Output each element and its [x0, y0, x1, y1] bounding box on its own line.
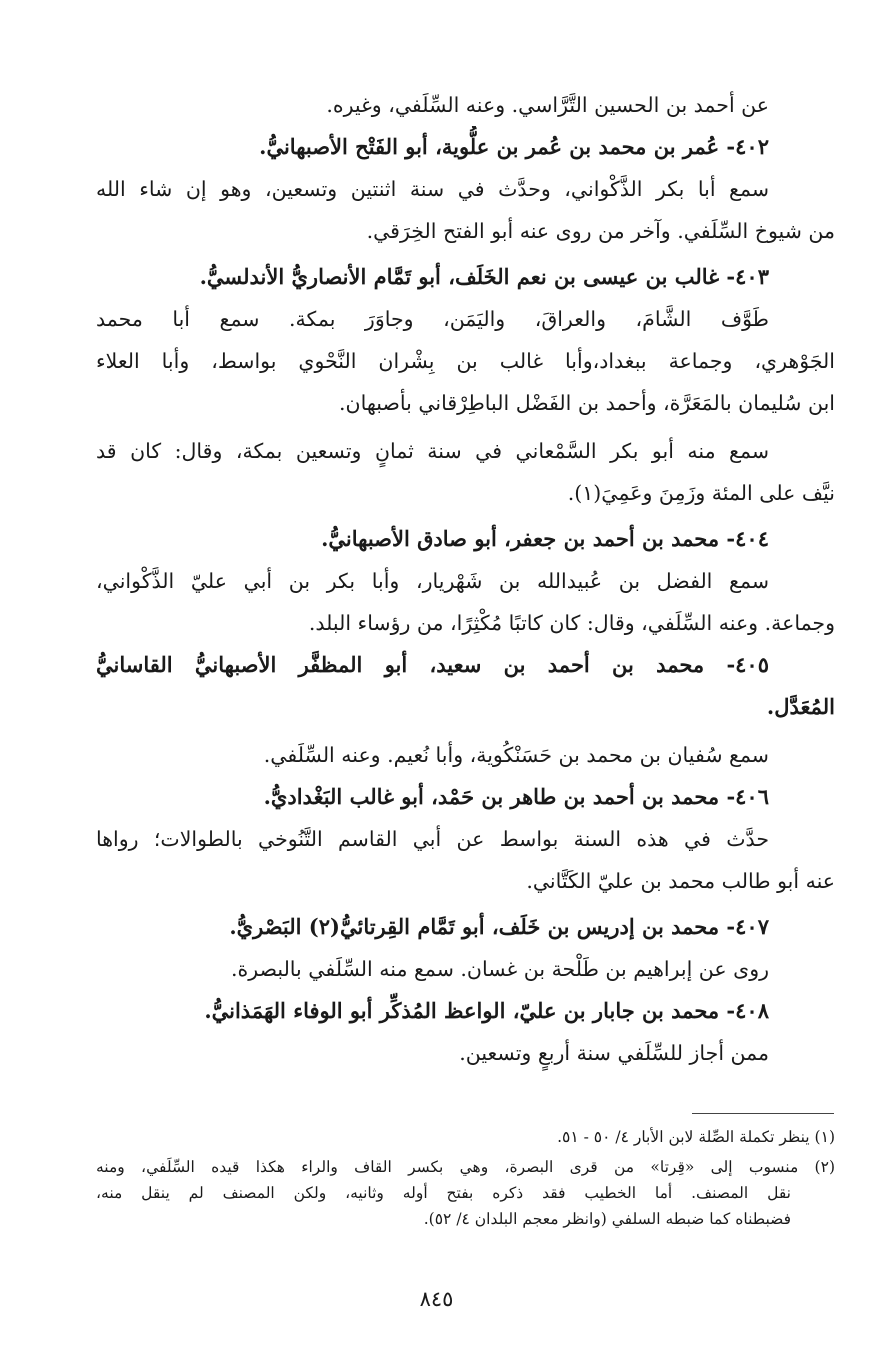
footnote-2-cont: نقل المصنف. أما الخطيب فقد ذكره بفتح أوله وثانيه، ولكن المصنف لم ينقل منه،: [96, 1184, 791, 1202]
text-line: ممن أجاز للسِّلَفي سنة أربعٍ وتسعين.: [459, 1041, 769, 1065]
footnotes: [96, 1124, 835, 1232]
text-line: نيَّف على المئة وزَمِنَ وعَمِيَ(١).: [567, 481, 835, 505]
footnote-2-cont: فضبطناه كما ضبطه السلفي (وانظر معجم البلدان ٤/ ٥٢).: [423, 1210, 791, 1228]
text-line: وجماعة. وعنه السِّلَفي، وقال: كان كاتبًا مُكْثِرًا، من رؤساء البلد.: [308, 611, 835, 635]
text-line: سمع منه أبو بكر السَّمْعاني في سنة ثمانٍ وتسعين بمكة، وقال: كان قد: [96, 439, 769, 463]
text-line: حدَّث في هذه السنة بواسط عن أبي القاسم التَّنُوخي بالطوالات؛ رواها: [96, 827, 769, 851]
entry-heading-403: ٤٠٣- غالب بن عيسى بن نعم الخَلَف، أبو تَمَّام الأنصاريُّ الأندلسيُّ.: [199, 264, 769, 289]
text-line: من شيوخ السِّلَفي. وآخر من روى عنه أبو الفتح الخِرَقي.: [366, 219, 835, 243]
page-number: ٨٤٥: [419, 1287, 454, 1311]
main-text: [96, 84, 835, 1074]
entry-heading-407: ٤٠٧- محمد بن إدريس بن خَلَف، أبو تَمَّام القِرتائيُّ(٢) البَصْريُّ.: [229, 914, 769, 939]
entry-heading-404: ٤٠٤- محمد بن أحمد بن جعفر، أبو صادق الأصبهانيُّ.: [321, 526, 769, 551]
text-line: عنه أبو طالب محمد بن عليّ الكَتَّاني.: [526, 869, 835, 893]
footnote-1: (١) ينظر تكملة الصِّلة لابن الأبار ٤/ ٥٠ - ٥١.: [557, 1128, 835, 1146]
text-line: عن أحمد بن الحسين التَّرَّاسي. وعنه السِّلَفي، وغيره.: [326, 93, 769, 117]
entry-heading-408: ٤٠٨- محمد بن جابار بن عليّ، الواعظ المُذكِّر أبو الوفاء الهَمَذانيُّ.: [204, 998, 769, 1023]
entry-heading-405: ٤٠٥- محمد بن أحمد بن سعيد، أبو المظفَّر الأصبهانيُّ القاسانيُّ: [96, 652, 769, 677]
entry-heading-406: ٤٠٦- محمد بن أحمد بن طاهر بن حَمْد، أبو غالب البَغْداديُّ.: [263, 784, 769, 809]
text-line: الجَوْهري، وجماعة ببغداد،وأبا غالب بن بِشْران النَّحْوي بواسط، وأبا العلاء: [96, 349, 835, 373]
text-line: ابن سُليمان بالمَعَرَّة، وأحمد بن الفَضْل الباطِرْقاني بأصبهان.: [339, 391, 835, 415]
footnote-divider: [692, 1113, 834, 1114]
text-line: روى عن إبراهيم بن طَلْحة بن غسان. سمع منه السِّلَفي بالبصرة.: [231, 957, 769, 981]
entry-heading-405-cont: المُعَدَّل.: [766, 694, 835, 719]
text-line: سمع الفضل بن عُبيدالله بن شَهْريار، وأبا بكر بن أبي عليّ الذَّكْواني،: [96, 569, 769, 593]
text-line: سمع أبا بكر الذَّكْواني، وحدَّث في سنة اثنتين وتسعين، وهو إن شاء الله: [96, 177, 769, 201]
footnote-2: (٢) منسوب إلى «قِرتا» من قرى البصرة، وهي بكسر القاف والراء هكذا قيده السِّلَفي، ومنه: [96, 1158, 835, 1176]
entry-heading-402: ٤٠٢- عُمر بن محمد بن عُمر بن علُّوية، أبو الفَتْح الأصبهانيُّ.: [259, 134, 769, 159]
text-line: طَوَّف الشَّامَ، والعراقَ، واليَمَن، وجاوَرَ بمكة. سمع أبا محمد: [96, 307, 769, 331]
text-line: سمع سُفيان بن محمد بن حَسَنْكُوية، وأبا نُعيم. وعنه السِّلَفي.: [263, 743, 769, 767]
